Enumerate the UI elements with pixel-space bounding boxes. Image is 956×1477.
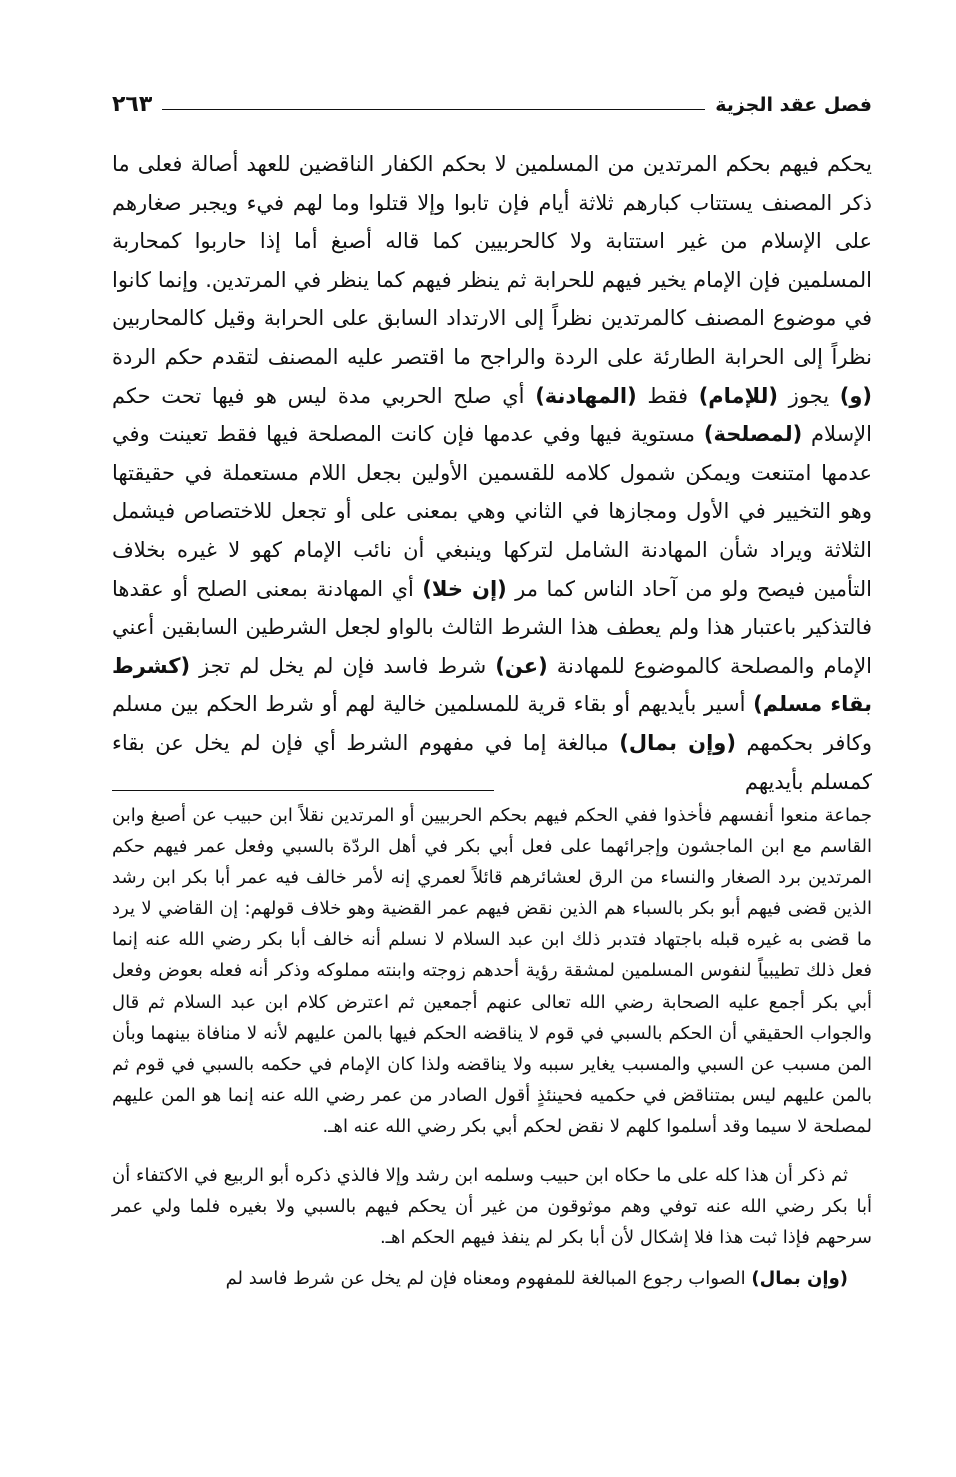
bold-term: (وإن بمال) bbox=[751, 1268, 848, 1290]
text-run: مستوية فيها وفي عدمها فإن كانت المصلحة فيها فقط تعينت وفي عدمها امتنعت ويمكن شمول كلامه للقسمين الأولين بجعل اللام مستعملة في حقيقتها وهو التخيير في الأول ومجازها في الثاني وهي بمعنى على أو تجعل للاختصاص فيشمل الثلاثة ويراد شأن المهادنة الشامل لتركها وينبغي أن نائب الإمام كهو لا غيره بخلاف التأمين فيصح ولو من آحاد الناس كما مر bbox=[112, 422, 873, 601]
main-paragraph bbox=[112, 145, 872, 801]
page-number: ٢٦٣ bbox=[112, 92, 153, 117]
note-paragraph-3 bbox=[112, 1263, 872, 1294]
page-header bbox=[112, 80, 872, 120]
text-run: مبالغة إما في مفهوم الشرط أي فإن لم يخل عن بقاء كمسلم بأيديهم bbox=[112, 730, 872, 794]
text-run: أسير بأيديهم أو بقاء قرية للمسلمين خالية لهم أو شرط الحكم بين مسلم وكافر بحكمهم bbox=[112, 692, 872, 755]
footnote-divider bbox=[112, 790, 494, 791]
main-text bbox=[112, 145, 872, 801]
bold-term: (للإمام) bbox=[698, 383, 778, 408]
running-title: فصل عقد الجزية bbox=[715, 94, 872, 116]
text-run: فقط bbox=[636, 383, 699, 408]
text-run: شرط فاسد فإن لم يخل لم تجز bbox=[190, 653, 496, 678]
bold-term: (عن) bbox=[495, 653, 548, 678]
commentary-notes bbox=[112, 800, 872, 1294]
bold-term: (وإن بمال) bbox=[619, 730, 736, 755]
note-paragraph-2: ثم ذكر أن هذا كله على ما حكاه ابن حبيب وسلمه ابن رشد وإلا فالذي ذكره أبو الربيع في الاكتفاء أن أبا بكر رضي الله عنه توفي وهم موثوقون من غير أن يحكم فيهم بالسبي ولا بغيره فلما ولي عمر سرحهم فإذا ثبت هذا فلا إشكال لأن أبا بكر لم ينفذ فيهم الحكم اهـ. bbox=[112, 1165, 872, 1249]
bold-term: (المهادنة) bbox=[535, 383, 637, 408]
bold-term: (كشرط بقاء مسلم) bbox=[112, 653, 872, 717]
bold-term: (إن خلا) bbox=[422, 576, 507, 601]
text-run: أي صلح الحربي مدة ليس هو فيها تحت حكم الإسلام bbox=[112, 383, 872, 447]
note-paragraph-1: جماعة منعوا أنفسهم فأخذوا ففي الحكم فيهم بحكم الحربيين أو المرتدين نقلاً ابن حبيب عن أصبغ وابن القاسم مع ابن الماجشون وإجرائهما على فعل أبي بكر في أهل الردّة بالسبي وفعل عمر فيهم حكم المرتدين برد الصغار والنساء من الرق لعشائرهم قائلاً لعمري إنه لأمر خالف فيه عمر أبا بكر ابن رشد الذين قضى فيهم أبو بكر بالسباء هم الذين نقض فيهم عمر القضية وهو خلاف قولهم: إن القاضي لا يرد ما قضى به غيره قبله باجتهاد فتدبر ذلك ابن عبد السلام لا نسلم أنه خالف أبا بكر رضي الله عنه إنما فعل ذلك تطيبياً لنفوس المسلمين لمشقة رؤية أحدهم زوجته وابنته مملوكه وذكر أنه فعله بعوض وفعل أبي بكر أجمع عليه الصحابة رضي الله تعالى عنهم أجمعين ثم اعترض كلام ابن عبد السلام ثم قال والجواب الحقيقي أن الحكم بالسبي في قوم لا يناقضه الحكم فيها بالمن عليهم لأنه لا منافاة بينهما وبأن المن مسبب عن السبي والمسبب يغاير سببه ولا يناقضه ولذا كان الإمام في حكمه بالسبي في قوم ثم بالمن عليهم ليس بمتناقض في حكميه فحينئذٍ أقول الصادر من عمر رضي الله عنه إنما هو المن عليهم لمصلحة لا سيما وقد أسلموا كلهم لا نقض لحكم أبي بكر رضي الله عنه اهـ. bbox=[112, 805, 872, 1137]
text-run: يحكم فيهم بحكم المرتدين من المسلمين لا بحكم الكفار الناقضين للعهد أصالة فعلى ما ذكر المصنف يستتاب كبارهم ثلاثة أيام فإن تابوا وإلا قتلوا وما لهم فيء ويجبر صغارهم على الإسلام من غير استتابة ولا كالحربيين كما قاله أصبغ أما إذا حاربوا كمحاربة المسلمين فإن الإمام يخير فيهم للحرابة ثم ينظر فيهم كما ينظر في المرتدين. وإنما كانوا في موضوع المصنف كالمرتدين نظراً إلى الارتداد السابق على الحرابة وقيل كالمحاربين نظراً إلى الحرابة الطارئة على الردة والراجح ما اقتصر عليه المصنف لتقدم حكم الردة bbox=[112, 152, 872, 369]
text-run: يجوز bbox=[778, 383, 840, 408]
bold-term: (و) bbox=[839, 383, 873, 408]
header-rule bbox=[162, 109, 705, 110]
text-run: الصواب رجوع المبالغة للمفهوم ومعناه فإن لم يخل عن شرط فاسد لم bbox=[225, 1268, 752, 1290]
bold-term: (لمصلحة) bbox=[703, 422, 803, 447]
text-run: أي المهادنة بمعنى الصلح أو عقدها فالتذكير باعتبار هذا ولم يعطف هذا الشرط الثالث بالواو لجعل الشرطين السابقين أعني الإمام والمصلحة كالموضوع للمهادنة bbox=[112, 576, 873, 678]
